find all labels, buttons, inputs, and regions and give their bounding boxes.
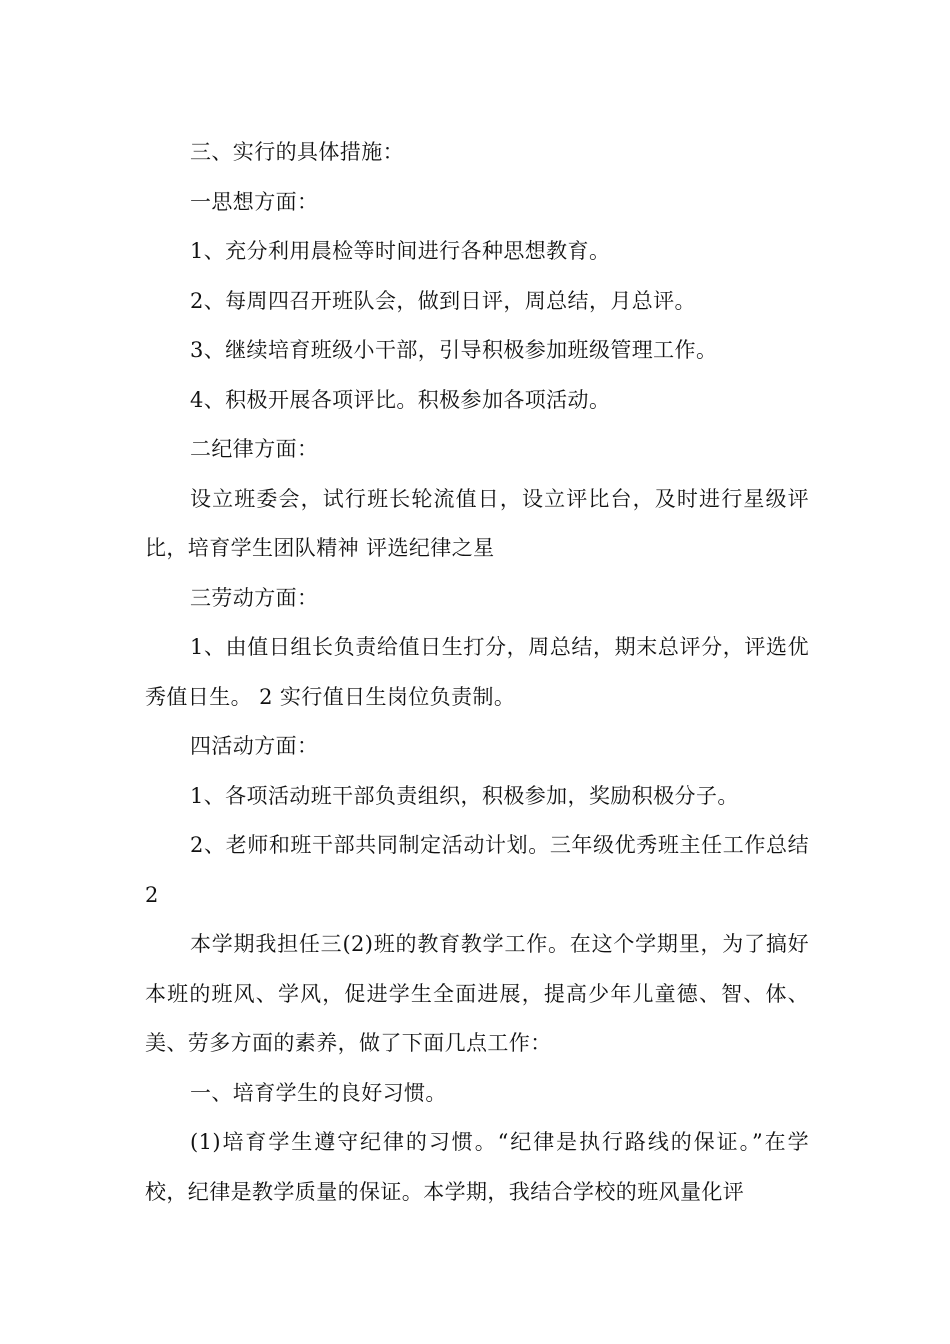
subheading-activities: 四活动方面：	[190, 734, 319, 758]
subheading-ideology: 一思想方面：	[190, 189, 319, 214]
list-item: 1、充分利用晨检等时间进行各种思想教育。	[190, 239, 611, 263]
list-item: 2、每周四召开班队会，做到日评，周总结，月总评。	[190, 288, 696, 313]
section-heading-habits: 一、培育学生的良好习惯。	[190, 1080, 447, 1105]
body-paragraph: (1)培育学生遵守纪律的习惯。“纪律是执行路线的保证。”在学校，纪律是教学质量的保证。本学期，我结合学校的班风量化评	[145, 1130, 809, 1204]
body-paragraph: 设立班委会，试行班长轮流值日，设立评比台，及时进行星级评比，培育学生团队精神 评选纪律之星	[145, 486, 809, 560]
document-body	[145, 128, 809, 1217]
list-item: 3、继续培育班级小干部，引导积极参加班级管理工作。	[190, 338, 718, 362]
list-item: 2、老师和班干部共同制定活动计划。三年级优秀班主任工作总结2	[145, 833, 809, 907]
body-paragraph: 本学期我担任三(2)班的教育教学工作。在这个学期里，为了搞好本班的班风、学风，促进学生全面进展，提高少年儿童德、智、体、美、劳多方面的素养，做了下面几点工作：	[145, 932, 809, 1055]
list-item: 1、各项活动班干部负责组织，积极参加，奖励积极分子。	[190, 783, 739, 808]
subheading-discipline: 二纪律方面：	[190, 437, 319, 461]
list-item: 1、由值日组长负责给值日生打分，周总结，期末总评分，评选优秀值日生。 2 实行值日生岗位负责制。	[145, 635, 809, 709]
section-heading-measures: 三、实行的具体措施：	[190, 140, 404, 164]
subheading-labor: 三劳动方面：	[190, 585, 319, 610]
list-item: 4、积极开展各项评比。积极参加各项活动。	[190, 387, 611, 412]
